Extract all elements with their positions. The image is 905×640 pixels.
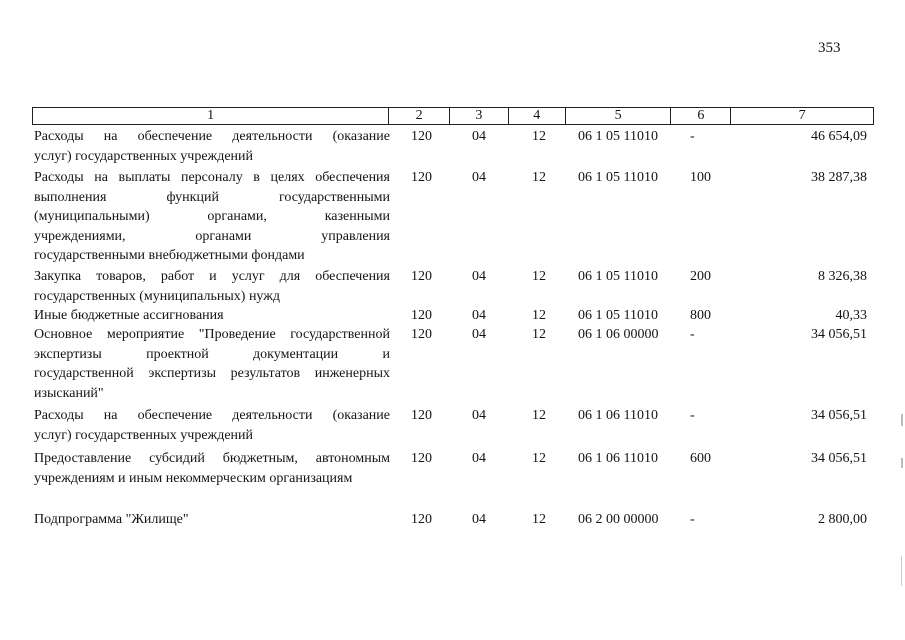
description-line: услуг) государственных учреждений [34, 427, 254, 443]
description-line: Основное мероприятие "Проведение государственной [34, 327, 390, 342]
row-code-2: 120 [411, 170, 432, 185]
description-line: учреждениям и иным некоммерческим организациям [34, 470, 353, 486]
row-amount: 2 800,00 [818, 512, 867, 527]
row-code-4: 12 [532, 269, 546, 284]
row-code-3: 04 [472, 269, 486, 284]
description-line: государственных (муниципальных) нужд [34, 288, 281, 304]
header-col-3: 3 [450, 108, 509, 124]
row-code-2: 120 [411, 308, 432, 323]
row-code-2: 120 [411, 451, 432, 466]
row-code-6: - [690, 327, 695, 342]
row-code-5: 06 2 00 00000 [578, 512, 659, 527]
description-line: Расходы на обеспечение деятельности (оказание [34, 129, 390, 144]
row-amount: 40,33 [835, 308, 867, 323]
header-col-5: 5 [566, 108, 672, 124]
row-amount: 46 654,09 [811, 129, 867, 144]
header-col-2: 2 [389, 108, 450, 124]
row-code-4: 12 [532, 451, 546, 466]
row-description [34, 127, 390, 166]
row-code-6: 600 [690, 451, 711, 466]
row-code-6: 100 [690, 170, 711, 185]
header-col-4: 4 [509, 108, 566, 124]
row-code-2: 120 [411, 408, 432, 423]
row-code-5: 06 1 05 11010 [578, 269, 658, 284]
description-line: Закупка товаров, работ и услуг для обеспечения [34, 269, 390, 284]
row-code-3: 04 [472, 512, 486, 527]
row-amount: 34 056,51 [811, 327, 867, 342]
row-amount: 38 287,38 [811, 170, 867, 185]
row-code-5: 06 1 05 11010 [578, 129, 658, 144]
row-code-2: 120 [411, 129, 432, 144]
description-line: Подпрограмма "Жилище" [34, 512, 189, 527]
scan-edge-mark [901, 556, 902, 586]
row-code-4: 12 [532, 129, 546, 144]
scan-edge-mark [901, 458, 903, 468]
row-code-5: 06 1 06 11010 [578, 451, 658, 466]
header-col-7: 7 [798, 108, 806, 123]
table-header [32, 107, 874, 125]
description-line: (муниципальными) органами, казенными [34, 209, 390, 224]
description-line: Предоставление субсидий бюджетным, автономным [34, 451, 390, 466]
description-line: Иные бюджетные ассигнования [34, 308, 224, 323]
row-code-6: - [690, 408, 695, 423]
row-code-6: 800 [690, 308, 711, 323]
row-code-4: 12 [532, 308, 546, 323]
scan-edge-mark [901, 414, 903, 426]
row-code-4: 12 [532, 327, 546, 342]
description-line: государственными внебюджетными фондами [34, 248, 305, 263]
description-line: государственной экспертизы результатов инженерных [34, 366, 390, 381]
row-code-3: 04 [472, 327, 486, 342]
row-code-3: 04 [472, 170, 486, 185]
row-description [34, 406, 390, 445]
row-code-5: 06 1 05 11010 [578, 308, 658, 323]
row-code-6: - [690, 512, 695, 527]
row-description [34, 325, 390, 403]
row-code-4: 12 [532, 170, 546, 185]
row-description [34, 267, 390, 306]
row-description [34, 168, 390, 266]
row-code-5: 06 1 06 11010 [578, 408, 658, 423]
page-number: 353 [818, 40, 841, 56]
row-code-5: 06 1 05 11010 [578, 170, 658, 185]
row-description [34, 306, 390, 326]
row-code-6: 200 [690, 269, 711, 284]
row-amount: 34 056,51 [811, 408, 867, 423]
row-code-2: 120 [411, 327, 432, 342]
row-code-3: 04 [472, 408, 486, 423]
row-code-2: 120 [411, 269, 432, 284]
description-line: экспертизы проектной документации и [34, 346, 390, 362]
header-col-1: 1 [33, 108, 389, 124]
row-code-3: 04 [472, 129, 486, 144]
row-description [34, 449, 390, 488]
row-code-2: 120 [411, 512, 432, 527]
row-code-3: 04 [472, 451, 486, 466]
row-amount: 8 326,38 [818, 269, 867, 284]
row-code-5: 06 1 06 00000 [578, 327, 659, 342]
description-line: услуг) государственных учреждений [34, 148, 254, 164]
row-code-6: - [690, 129, 695, 144]
description-line: Расходы на выплаты персоналу в целях обеспечения [34, 170, 390, 185]
header-col-6: 6 [671, 108, 731, 124]
description-line: выполнения функций государственными [34, 189, 390, 205]
row-description [34, 510, 390, 530]
row-code-4: 12 [532, 408, 546, 423]
description-line: Расходы на обеспечение деятельности (оказание [34, 408, 390, 423]
description-line: изысканий" [34, 385, 104, 401]
row-code-4: 12 [532, 512, 546, 527]
row-code-3: 04 [472, 308, 486, 323]
description-line: учреждениями, органами управления [34, 228, 390, 244]
row-amount: 34 056,51 [811, 451, 867, 466]
